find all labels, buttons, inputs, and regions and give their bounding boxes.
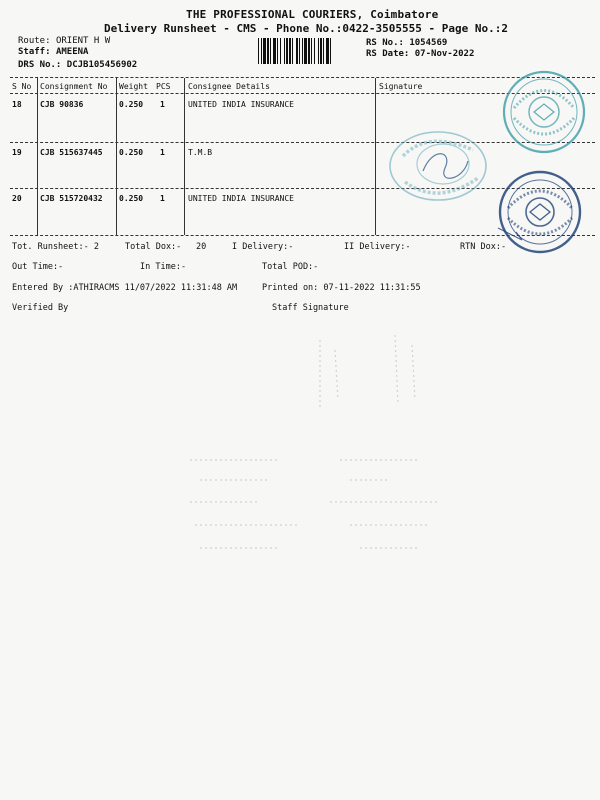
barcode-bar <box>308 38 310 64</box>
row-consignment-no: CJB 90836 <box>40 100 84 109</box>
barcode-bar <box>296 38 298 64</box>
rs-number: RS No.: 1054569 <box>366 38 448 48</box>
route-label: Route: <box>18 36 51 46</box>
row-weight: 0.250 <box>119 100 144 109</box>
barcode-bar <box>273 38 276 64</box>
column-divider <box>375 78 376 235</box>
barcode-bar <box>267 38 269 64</box>
barcode-bar <box>289 38 291 64</box>
column-divider <box>184 78 185 235</box>
barcode-bar <box>284 38 285 64</box>
staff-label: Staff: <box>18 47 51 57</box>
ii-delivery: II Delivery:- <box>344 242 411 252</box>
row-consignment-no: CJB 515637445 <box>40 148 103 157</box>
barcode-bar <box>280 38 281 64</box>
column-divider <box>116 78 117 235</box>
barcode-bar <box>263 38 266 64</box>
circular-stamp-2 <box>492 168 588 260</box>
staff-signature: Staff Signature <box>272 303 349 313</box>
row-consignee: UNITED INDIA INSURANCE <box>188 100 294 109</box>
row-sno: 19 <box>12 148 22 157</box>
verified-by: Verified By <box>12 303 69 313</box>
company-title: THE PROFESSIONAL COURIERS, Coimbatore <box>186 8 439 21</box>
row-consignee: T.M.B <box>188 148 213 157</box>
barcode-bar <box>270 38 271 64</box>
bleed-through-marks <box>160 330 480 570</box>
bank-stamp <box>383 126 493 208</box>
circular-stamp-1 <box>500 68 588 156</box>
total-dox-label: Total Dox:- <box>125 242 182 252</box>
barcode-bar <box>318 38 319 64</box>
route-line <box>18 36 110 46</box>
route-value: ORIENT H W <box>55 36 111 46</box>
row-consignee: UNITED INDIA INSURANCE <box>188 194 294 203</box>
drs-value: DCJB105456902 <box>66 60 138 70</box>
row-sno: 18 <box>12 100 22 109</box>
barcode-bar <box>323 38 324 64</box>
barcode-bar <box>304 38 307 64</box>
barcode-bar <box>292 38 293 64</box>
tot-runsheet: Tot. Runsheet:- 2 <box>12 242 99 252</box>
staff-line <box>18 47 88 57</box>
barcode-bar <box>258 38 259 64</box>
row-pcs: 1 <box>160 100 165 109</box>
runsheet-title: Delivery Runsheet - CMS - Phone No.:0422-3505555 - Page No.:2 <box>104 22 508 35</box>
barcode-bar <box>311 38 312 64</box>
header-consignee-details: Consignee Details <box>188 82 270 91</box>
header-weight: Weight <box>119 82 148 91</box>
i-delivery: I Delivery:- <box>232 242 294 252</box>
rtn-dox: RTN Dox:- <box>460 242 507 252</box>
barcode-bar <box>314 38 315 64</box>
header-pcs: PCS <box>156 82 171 91</box>
barcode-bar <box>326 38 329 64</box>
printed-on: Printed on: 07-11-2022 11:31:55 <box>262 283 421 293</box>
drs-label: DRS No.: <box>18 60 62 70</box>
header-consignment-no: Consignment No <box>40 82 108 91</box>
rs-date: RS Date: 07-Nov-2022 <box>366 49 475 59</box>
row-weight: 0.250 <box>119 194 144 203</box>
barcode-bar <box>277 38 278 64</box>
staff-value: AMEENA <box>55 47 89 57</box>
total-pod: Total POD:- <box>262 262 319 272</box>
row-weight: 0.250 <box>119 148 144 157</box>
header-signature: Signature <box>379 82 423 91</box>
row-consignment-no: CJB 515720432 <box>40 194 103 203</box>
row-pcs: 1 <box>160 194 165 203</box>
barcode-bar <box>299 38 300 64</box>
header-sno: S No <box>12 82 32 91</box>
row-sno: 20 <box>12 194 22 203</box>
entered-by: Entered By :ATHIRACMS 11/07/2022 11:31:48 AM <box>12 283 238 293</box>
drs-line <box>18 60 137 70</box>
out-time: Out Time:- <box>12 262 64 272</box>
barcode-bar <box>320 38 322 64</box>
total-dox-value: 20 <box>196 242 207 252</box>
column-divider <box>37 78 38 235</box>
barcode-bar <box>261 38 262 64</box>
barcode-bar <box>286 38 288 64</box>
in-time: In Time:- <box>140 262 187 272</box>
row-pcs: 1 <box>160 148 165 157</box>
barcode-bar <box>330 38 331 64</box>
barcode-bar <box>302 38 303 64</box>
barcode <box>258 38 358 64</box>
